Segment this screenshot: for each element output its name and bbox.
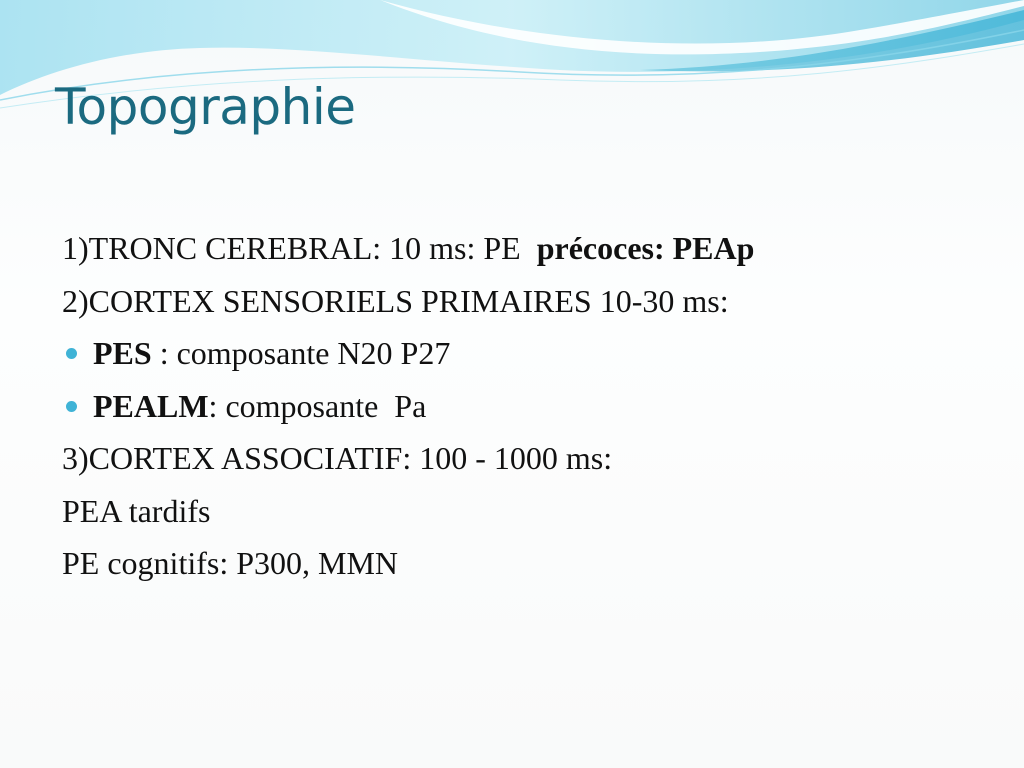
content-line-5-text: 3)CORTEX ASSOCIATIF: 100 - 1000 ms: <box>62 440 613 476</box>
slide-title: Topographie <box>55 78 356 136</box>
bullet-dot-icon <box>66 348 77 359</box>
content-line-1 <box>62 222 1002 275</box>
content-line-6 <box>62 485 1002 538</box>
bullet-dot-icon <box>66 401 77 412</box>
slide-content <box>62 222 1002 590</box>
content-line-5 <box>62 432 1002 485</box>
content-line-7-text: PE cognitifs: P300, MMN <box>62 545 399 581</box>
bullet-item-pealm <box>62 380 1002 433</box>
content-line-2 <box>62 275 1002 328</box>
content-line-2-text: 2)CORTEX SENSORIELS PRIMAIRES 10-30 ms: <box>62 282 729 319</box>
content-line-1-text: 1)TRONC CEREBRAL: 10 ms: PE <box>62 230 537 266</box>
content-line-6-text: PEA tardifs <box>62 492 211 529</box>
bullet-item-pes <box>62 327 1002 380</box>
bullet-item-pealm-text: : composante Pa <box>208 387 427 424</box>
bullet-item-pes-bold: PES <box>93 335 152 371</box>
content-line-7 <box>62 537 1002 590</box>
content-line-1-bold: précoces: PEAp <box>536 230 755 266</box>
bullet-item-pes-text: : composante N20 P27 <box>151 335 451 371</box>
bullet-item-pealm-bold: PEALM <box>93 387 209 424</box>
